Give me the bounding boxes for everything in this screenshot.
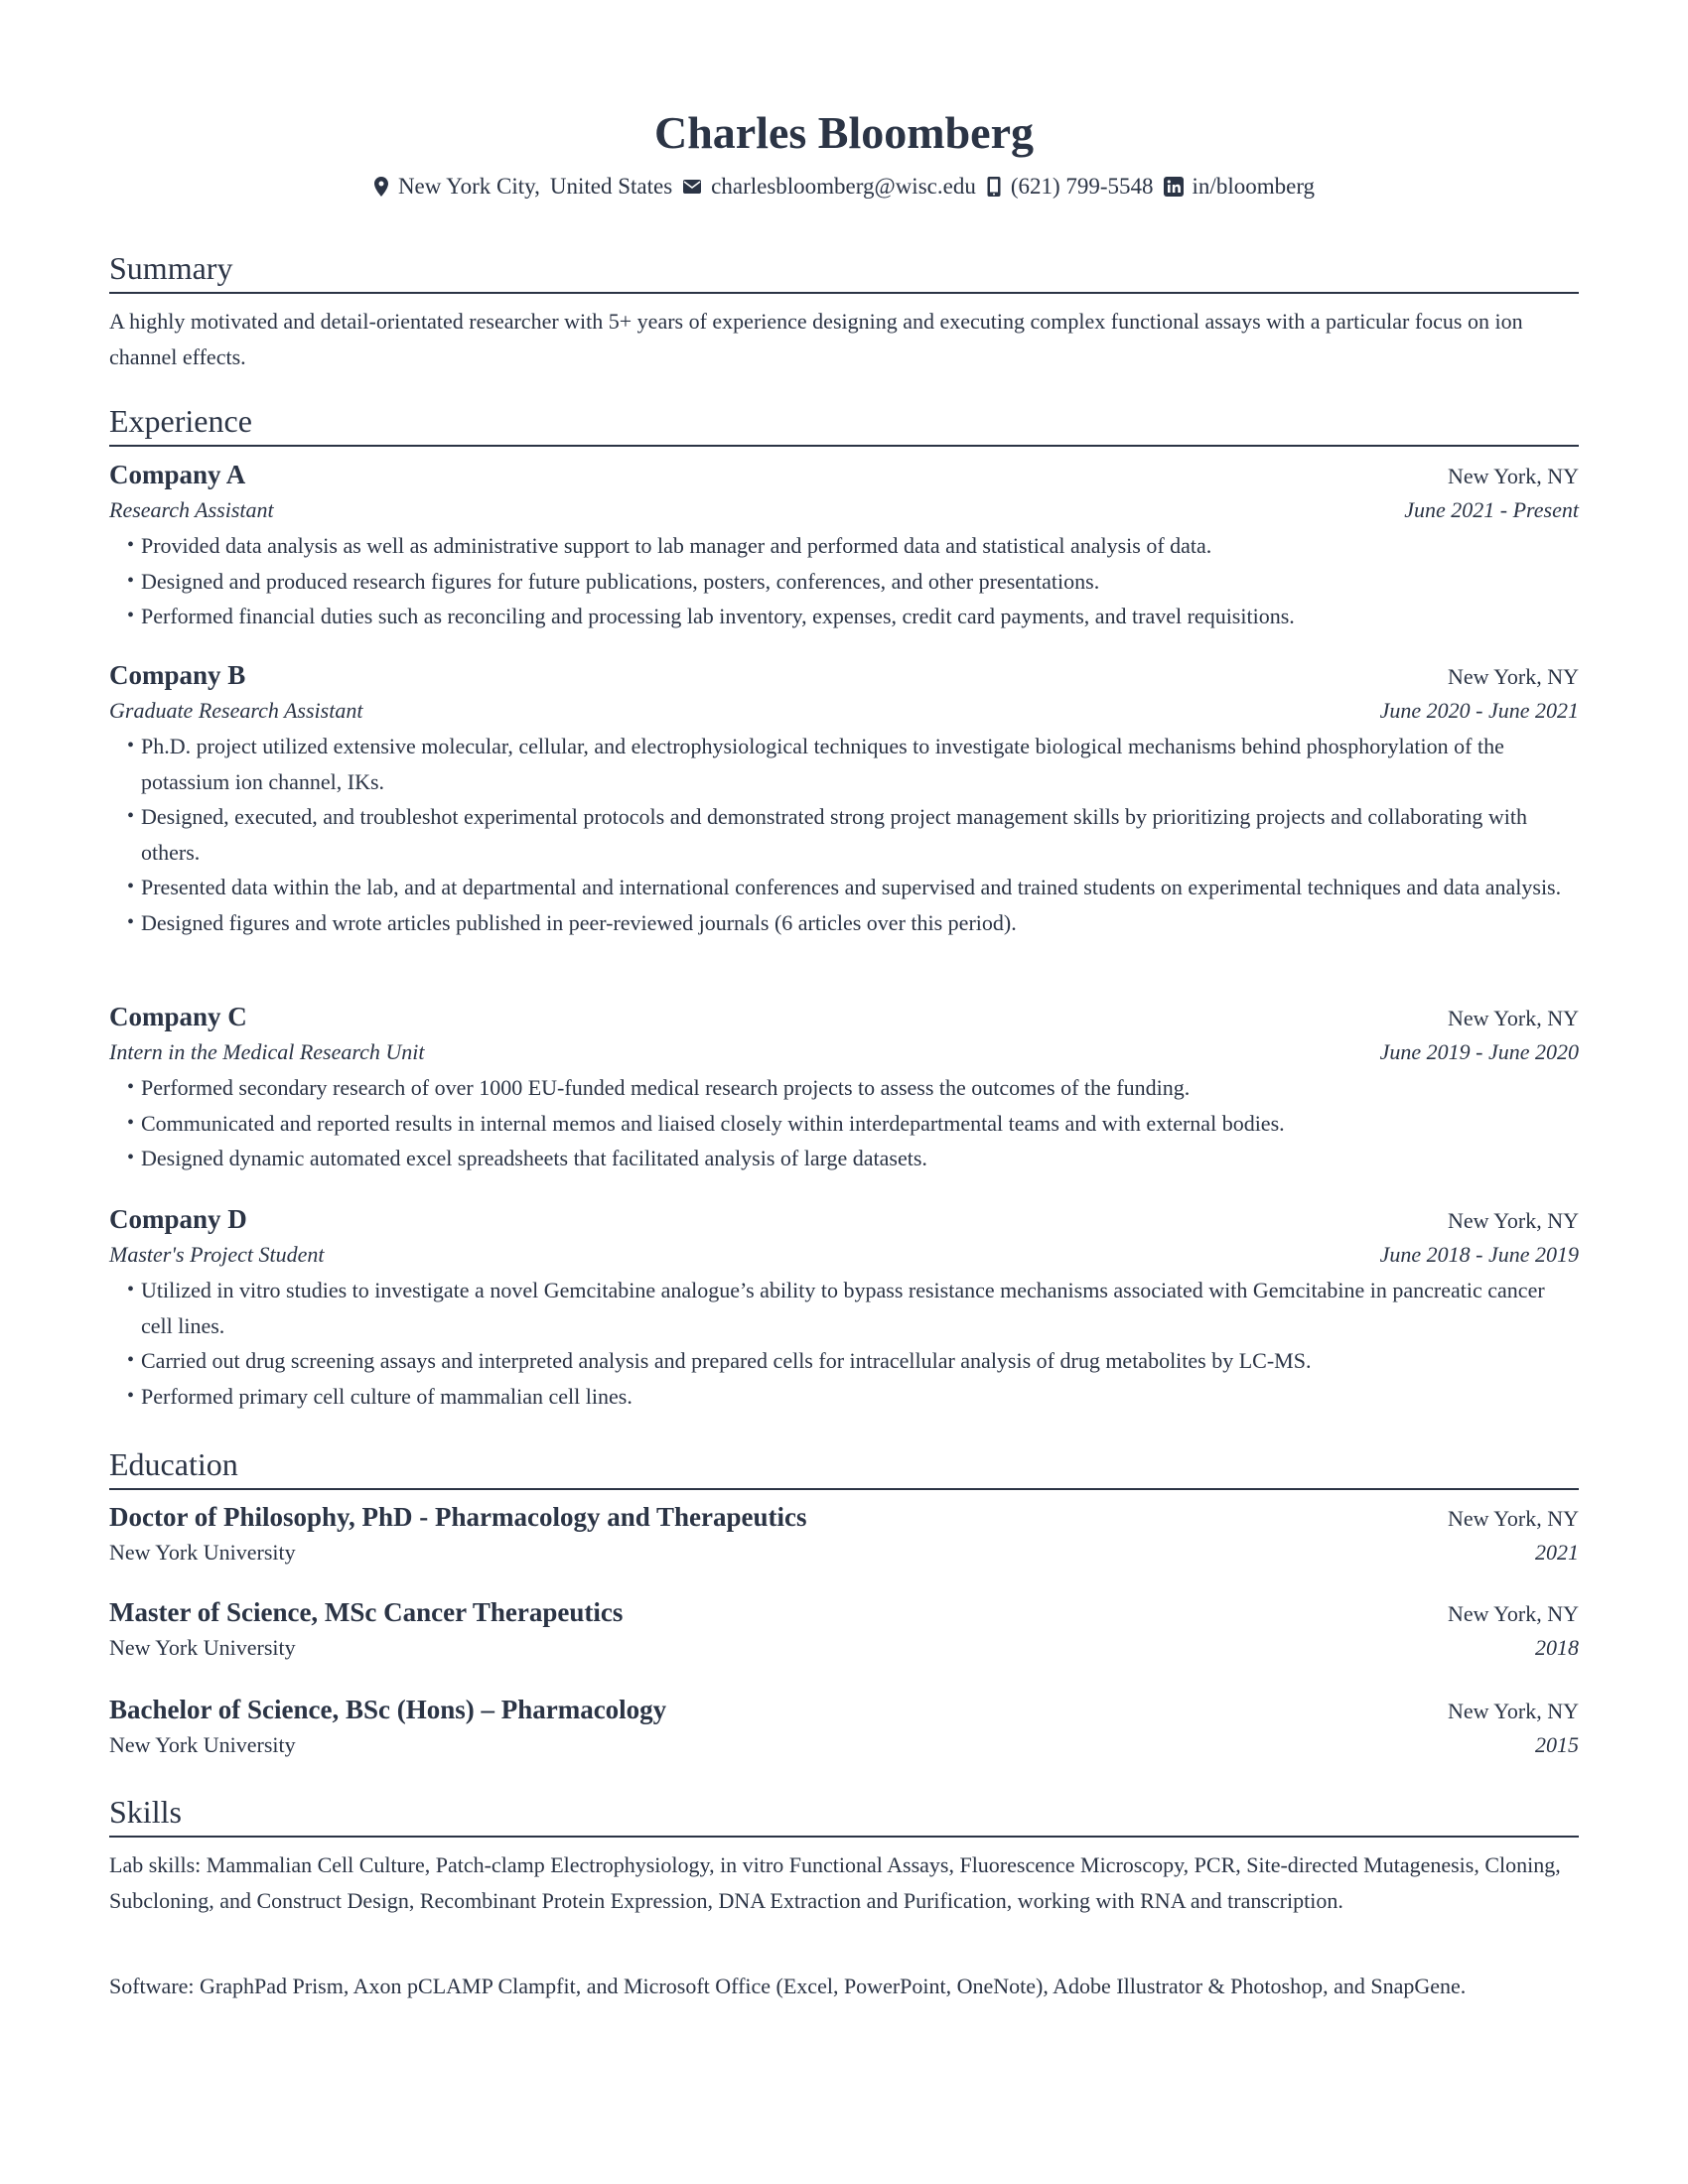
section-heading-experience: Experience (109, 401, 1579, 447)
experience-entry (109, 999, 1579, 1176)
experience-entry (109, 457, 1579, 634)
bullet-item: • Performed secondary research of over 1000 EU-funded medical research projects to assess the outcomes of the funding. (141, 1070, 1579, 1106)
lab-skills-text: Lab skills: Mammalian Cell Culture, Patch-clamp Electrophysiology, in vitro Functional Assays, Fluorescence Microscopy, PCR, Site-directed Mutagenesis, Cloning, Subcloning, and Construct Design, Recombinant Protein Expression, DNA Extraction and Purification, working with RNA and transcription. (109, 1852, 1561, 1913)
experience-entry (109, 1201, 1579, 1414)
bullet-item: • Performed financial duties such as reconciling and processing lab inventory, expenses, credit card payments, and travel requisitions. (141, 599, 1579, 634)
school-location: New York, NY (1447, 1601, 1579, 1626)
bullet-item: • Designed and produced research figures for future publications, posters, conferences, and other presentations. (141, 564, 1579, 600)
bullet-item: • Ph.D. project utilized extensive molecular, cellular, and electrophysiological techniques to investigate biological mechanisms behind phosphorylation of the potassium ion channel, IKs. (141, 729, 1579, 799)
education-entry (109, 1594, 1579, 1664)
job-bullets (109, 1273, 1579, 1414)
section-heading-skills: Skills (109, 1792, 1579, 1838)
graduation-year: 2021 (1535, 1540, 1579, 1565)
company-location: New York, NY (1447, 464, 1579, 488)
bullet-item: • Provided data analysis as well as administrative support to lab manager and performed data and statistical analysis of data. (141, 528, 1579, 564)
company-name: Company A (109, 460, 246, 489)
school-name: New York University (109, 1540, 296, 1565)
contact-email[interactable] (682, 174, 976, 200)
email-text: charlesbloomberg@wisc.edu (711, 174, 976, 199)
bullet-item: • Presented data within the lab, and at departmental and international conferences and supervised and trained students on experimental techniques and data analysis. (141, 870, 1579, 905)
company-location: New York, NY (1447, 1208, 1579, 1233)
bullet-item: • Utilized in vitro studies to investigate a novel Gemcitabine analogue’s ability to bypass resistance mechanisms associated with Gemcitabine in pancreatic cancer cell lines. (141, 1273, 1579, 1343)
summary-text: A highly motivated and detail-orientated researcher with 5+ years of experience designing and executing complex functional assays with a particular focus on ion channel effects. (109, 309, 1523, 369)
school-location: New York, NY (1447, 1506, 1579, 1531)
job-bullets (109, 1070, 1579, 1176)
company-name: Company B (109, 660, 246, 690)
school-location: New York, NY (1447, 1699, 1579, 1723)
job-title: Research Assistant (109, 497, 274, 522)
degree-title: Bachelor of Science, BSc (Hons) – Pharmacology (109, 1695, 667, 1724)
mobile-phone-icon (986, 176, 1002, 198)
bullet-item: • Designed dynamic automated excel spreadsheets that facilitated analysis of large datasets. (141, 1141, 1579, 1176)
map-pin-icon (373, 176, 389, 198)
company-name: Company D (109, 1204, 247, 1234)
graduation-year: 2018 (1535, 1635, 1579, 1660)
bullet-item: • Designed, executed, and troubleshot experimental protocols and demonstrated strong project management skills by prioritizing projects and collaborating with others. (141, 799, 1579, 870)
education-entry (109, 1692, 1579, 1761)
bullet-item: • Carried out drug screening assays and interpreted analysis and prepared cells for intracellular analysis of drug metabolites by LC-MS. (141, 1343, 1579, 1379)
company-location: New York, NY (1447, 1006, 1579, 1030)
job-bullets (109, 528, 1579, 634)
job-bullets (109, 729, 1579, 940)
graduation-year: 2015 (1535, 1732, 1579, 1757)
education-entry (109, 1499, 1579, 1569)
contact-phone[interactable] (986, 174, 1154, 200)
section-heading-education: Education (109, 1444, 1579, 1490)
bullet-item: • Communicated and reported results in internal memos and liaised closely within interdepartmental teams and with external bodies. (141, 1106, 1579, 1142)
linkedin-icon (1164, 177, 1184, 197)
linkedin-text: in/bloomberg (1192, 174, 1316, 199)
location-country: United States (549, 174, 673, 199)
job-title: Intern in the Medical Research Unit (109, 1039, 425, 1064)
contact-linkedin[interactable] (1164, 174, 1316, 200)
location-city: New York City, (397, 174, 540, 199)
job-dates: June 2021 - Present (1404, 497, 1579, 522)
job-dates: June 2019 - June 2020 (1379, 1039, 1579, 1064)
company-location: New York, NY (1447, 664, 1579, 689)
degree-title: Master of Science, MSc Cancer Therapeutics (109, 1597, 624, 1627)
envelope-icon (682, 179, 702, 195)
job-dates: June 2018 - June 2019 (1379, 1242, 1579, 1267)
job-title: Master's Project Student (109, 1242, 325, 1267)
contact-location (373, 174, 672, 200)
job-dates: June 2020 - June 2021 (1379, 698, 1579, 723)
phone-text: (621) 799-5548 (1010, 174, 1154, 199)
school-name: New York University (109, 1732, 296, 1757)
school-name: New York University (109, 1635, 296, 1660)
job-title: Graduate Research Assistant (109, 698, 363, 723)
software-skills-text: Software: GraphPad Prism, Axon pCLAMP Clampfit, and Microsoft Office (Excel, PowerPoint, OneNote), Adobe Illustrator & Photoshop, and SnapGene. (109, 1974, 1467, 1998)
section-heading-summary: Summary (109, 248, 1579, 294)
candidate-name: Charles Bloomberg (653, 107, 1034, 158)
bullet-item: • Designed figures and wrote articles published in peer-reviewed journals (6 articles over this period). (141, 905, 1579, 941)
contact-bar (109, 171, 1579, 203)
company-name: Company C (109, 1002, 247, 1031)
experience-entry (109, 657, 1579, 940)
bullet-item: • Performed primary cell culture of mammalian cell lines. (141, 1379, 1579, 1415)
degree-title: Doctor of Philosophy, PhD - Pharmacology and Therapeutics (109, 1502, 807, 1532)
